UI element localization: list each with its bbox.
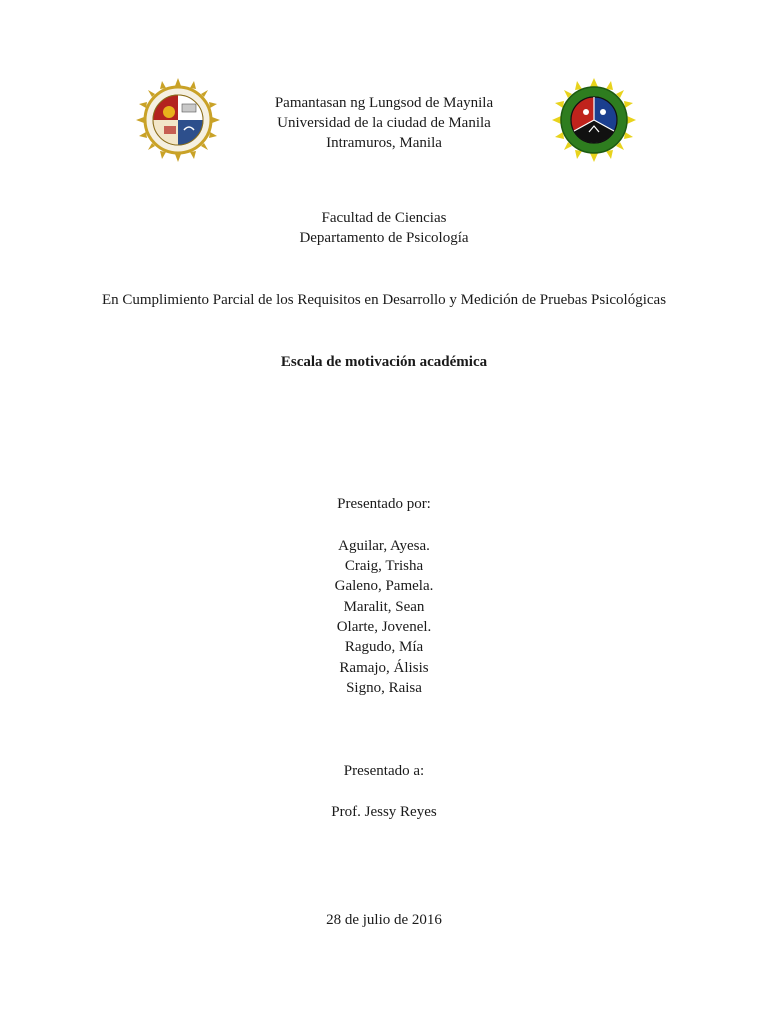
department-line: Departamento de Psicología bbox=[299, 230, 469, 246]
presented-by-label: Presentado por: bbox=[337, 496, 431, 512]
author-name: Galeno, Pamela. bbox=[334, 578, 434, 594]
document-title: Escala de motivación académica bbox=[280, 354, 488, 370]
author-name: Ramajo, Álisis bbox=[339, 660, 429, 676]
author-name: Signo, Raisa bbox=[346, 680, 422, 696]
presented-to-label: Presentado a: bbox=[343, 763, 425, 779]
university-location-line: Intramuros, Manila bbox=[326, 135, 442, 151]
university-name-spanish-line: Universidad de la ciudad de Manila bbox=[277, 115, 491, 131]
professor-name: Prof. Jessy Reyes bbox=[331, 804, 437, 820]
document-date: 28 de julio de 2016 bbox=[326, 912, 442, 928]
author-name: Aguilar, Ayesa. bbox=[338, 538, 430, 554]
author-name: Ragudo, Mía bbox=[344, 639, 424, 655]
requirement-statement: En Cumplimiento Parcial de los Requisitos en Desarrollo y Medición de Pruebas Psicológicas bbox=[101, 292, 667, 308]
author-name: Craig, Trisha bbox=[344, 558, 424, 574]
author-name: Olarte, Jovenel. bbox=[336, 619, 432, 635]
faculty-line: Facultad de Ciencias bbox=[321, 210, 447, 226]
university-name-line: Pamantasan ng Lungsod de Maynila bbox=[274, 95, 494, 111]
author-name: Maralit, Sean bbox=[343, 599, 425, 615]
